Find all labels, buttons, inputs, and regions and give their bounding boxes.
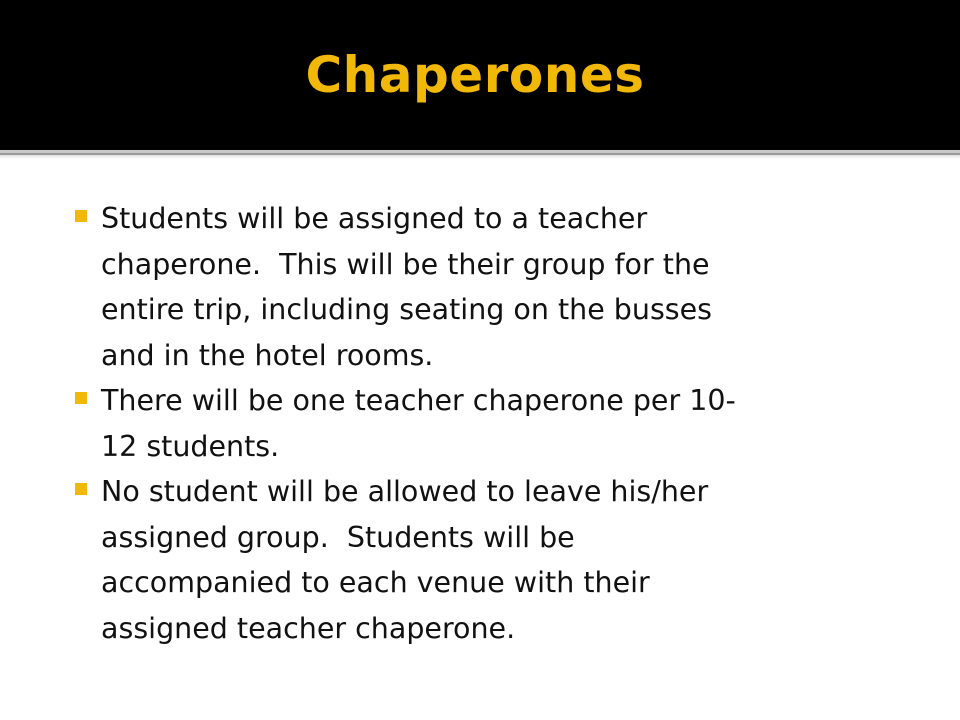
- square-bullet-icon: [75, 210, 87, 222]
- bullet-line: Students will be assigned to a teacher: [101, 202, 648, 235]
- square-bullet-icon: [75, 392, 87, 404]
- bullet-item: [75, 196, 875, 378]
- bullet-item: [75, 378, 875, 469]
- slide-title: Chaperones: [305, 46, 645, 104]
- bullet-line: 12 students.: [101, 429, 280, 463]
- bullet-line: accompanied to each venue with their: [101, 566, 650, 599]
- bullet-line: No student will be allowed to leave his/her: [101, 475, 709, 508]
- bullet-line: assigned teacher chaperone.: [101, 611, 516, 645]
- bullet-line: chaperone. This will be their group for the: [101, 247, 710, 281]
- bullet-line: assigned group. Students will be: [101, 520, 575, 554]
- bullet-line: There will be one teacher chaperone per 10-: [101, 384, 736, 417]
- bullet-line: entire trip, including seating on the busses: [101, 293, 713, 326]
- title-divider-shadow: [0, 155, 960, 159]
- square-bullet-icon: [75, 483, 87, 495]
- bullet-item: [75, 469, 875, 651]
- bullet-list: [75, 196, 875, 651]
- bullet-line: and in the hotel rooms.: [101, 338, 434, 372]
